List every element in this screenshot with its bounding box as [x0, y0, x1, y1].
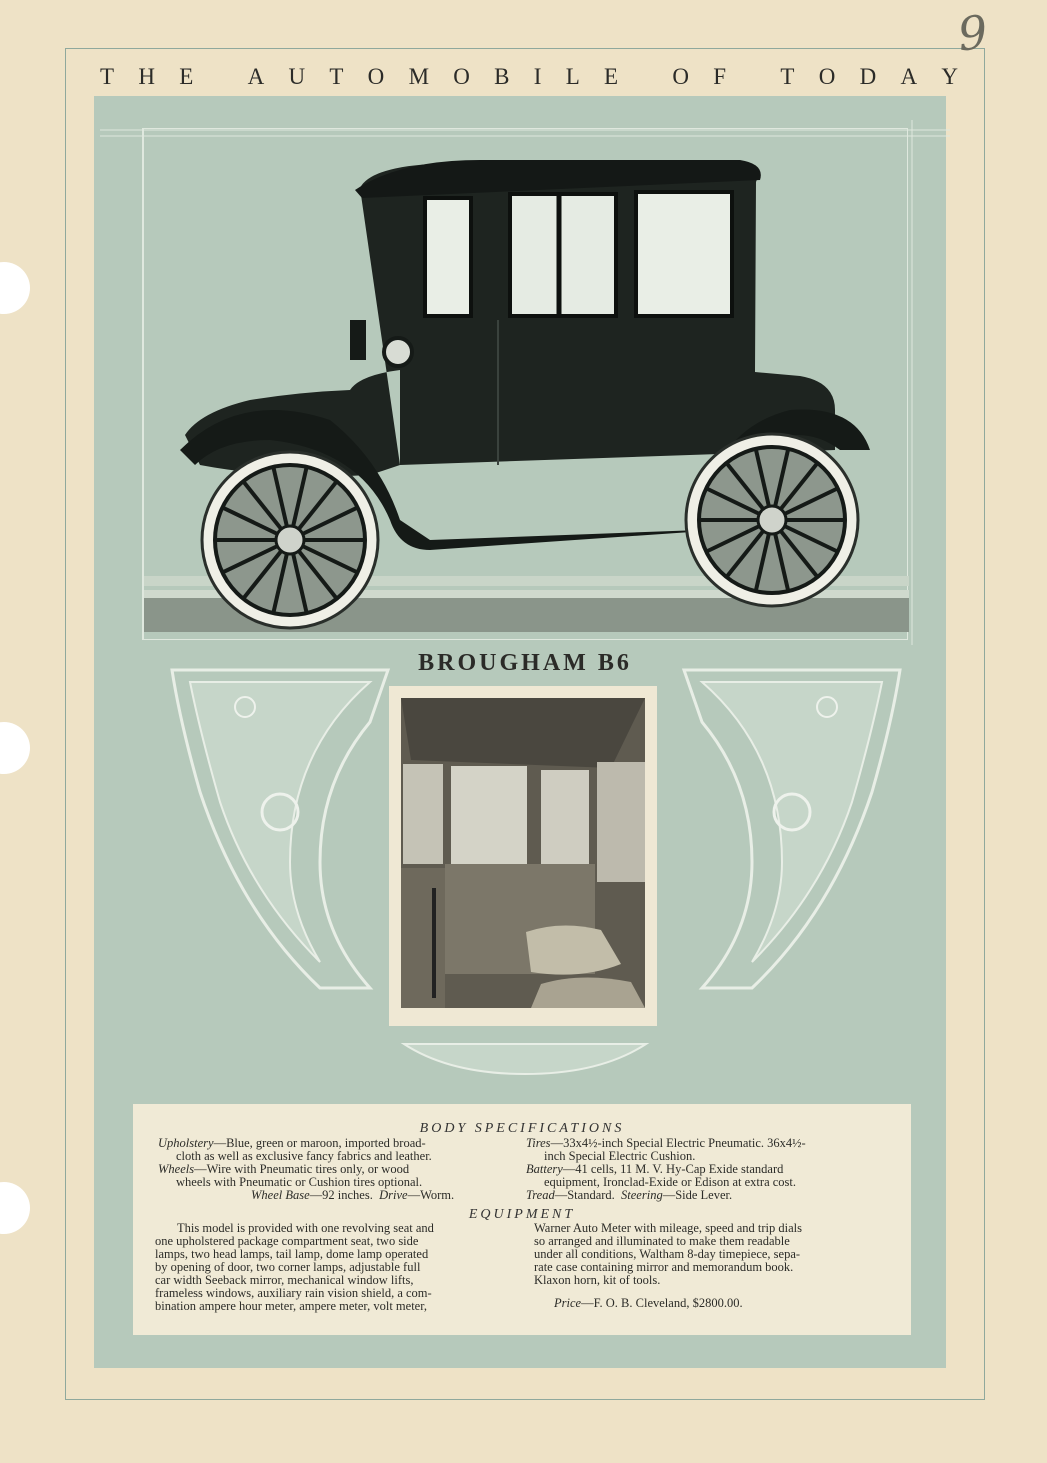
steering-value: —Side Lever.	[662, 1188, 733, 1202]
binder-hole-bottom	[0, 1182, 30, 1234]
model-title: BROUGHAM B6	[418, 650, 632, 676]
body-specs-right-column	[526, 1137, 896, 1202]
running-header	[100, 64, 958, 90]
running-header-letter: E	[179, 64, 194, 89]
equipment-right-column	[534, 1222, 894, 1310]
running-header-letter: D	[859, 64, 877, 89]
equipment-line: This model is provided with one revolving seat and	[177, 1221, 434, 1235]
bottom-ornament	[400, 1040, 650, 1076]
left-ornament	[170, 662, 392, 992]
car-window-3	[636, 192, 732, 316]
equipment-heading: EQUIPMENT	[468, 1207, 576, 1222]
binder-hole-top	[0, 262, 30, 314]
side-lamp	[350, 320, 366, 360]
running-header-letter: H	[138, 64, 155, 89]
wheels-text-1: —Wire with Pneumatic tires only, or wood	[194, 1162, 410, 1176]
rear-wheel	[686, 434, 858, 606]
upholstery-label: Upholstery	[158, 1136, 214, 1150]
tread-label: Tread	[526, 1188, 555, 1202]
running-header-letter: O	[672, 64, 690, 89]
running-header-letter: Y	[941, 64, 958, 89]
running-header-letter: O	[453, 64, 470, 89]
running-header-letter: O	[367, 64, 385, 89]
running-header-letter: A	[900, 64, 918, 89]
running-header-letter: E	[604, 64, 619, 89]
equipment-line: car width Seeback mirror, mechanical window lifts,	[155, 1273, 414, 1287]
wheel-base-label: Wheel Base	[251, 1188, 310, 1202]
price-label: Price	[554, 1296, 582, 1310]
running-header-letter: I	[533, 64, 542, 89]
upholstery-text-1: —Blue, green or maroon, imported broad-	[213, 1136, 426, 1150]
running-header-letter: L	[565, 64, 580, 89]
running-header-letter: U	[288, 64, 306, 89]
wheels-label: Wheels	[158, 1162, 195, 1176]
right-ornament	[680, 662, 902, 992]
wheel-base-value: —92 inches.	[309, 1188, 373, 1202]
page-number: 9	[955, 4, 991, 62]
running-header-letter: T	[780, 64, 795, 89]
equipment-line: lamps, two head lamps, tail lamp, dome lamp operated	[155, 1247, 429, 1261]
upholstery-text-2: cloth as well as exclusive fancy fabrics and leather.	[176, 1149, 432, 1163]
drive-label: Drive	[379, 1188, 408, 1202]
specifications-box	[133, 1104, 911, 1335]
battery-text-1: —41 cells, 11 M. V. Hy-Cap Exide standard	[562, 1162, 784, 1176]
equipment-line: so arranged and illuminated to make them readable	[534, 1234, 790, 1248]
wheels-text-2: wheels with Pneumatic or Cushion tires optional.	[176, 1175, 423, 1189]
price-line	[534, 1297, 894, 1310]
price-value: —F. O. B. Cleveland, $2800.00.	[581, 1296, 743, 1310]
running-header-letter: B	[494, 64, 510, 89]
equipment-line: bination ampere hour meter, ampere meter, volt meter,	[155, 1299, 427, 1313]
equipment-line: rate case containing mirror and memorandum book.	[534, 1260, 794, 1274]
body-specs-left-column	[158, 1137, 518, 1202]
running-header-space	[642, 64, 648, 90]
steering-label: Steering	[621, 1188, 663, 1202]
car-illustration	[100, 120, 950, 645]
tires-text-2: inch Special Electric Cushion.	[544, 1149, 696, 1163]
car-window-1	[425, 198, 471, 316]
equipment-line: by opening of door, two corner lamps, adjustable full	[155, 1260, 421, 1274]
body-specifications-heading: BODY SPECIFICATIONS	[419, 1121, 625, 1136]
drive-value: —Worm.	[407, 1188, 455, 1202]
running-header-letter: T	[329, 64, 344, 89]
front-wheel	[202, 452, 378, 628]
car-window-2	[510, 194, 616, 316]
running-header-letter: F	[713, 64, 727, 89]
binder-hole-middle	[0, 722, 30, 774]
equipment-line: under all conditions, Waltham 8-day timepiece, sepa-	[534, 1247, 801, 1261]
running-header-space	[218, 64, 224, 90]
tires-label: Tires	[526, 1136, 551, 1150]
tread-value: —Standard.	[554, 1188, 615, 1202]
running-header-letter: T	[100, 64, 115, 89]
running-header-letter: M	[408, 64, 430, 89]
equipment-line: Klaxon horn, kit of tools.	[534, 1273, 661, 1287]
battery-text-2: equipment, Ironclad-Exide or Edison at extra cost.	[544, 1175, 797, 1189]
car-lamp	[384, 338, 412, 366]
running-header-letter: O	[818, 64, 836, 89]
running-header-space	[750, 64, 756, 90]
equipment-left-column	[155, 1222, 515, 1313]
equipment-line: frameless windows, auxiliary rain vision shield, a com-	[155, 1286, 432, 1300]
equipment-line: Warner Auto Meter with mileage, speed and trip dials	[534, 1221, 803, 1235]
tires-text-1: —33x4½-inch Special Electric Pneumatic. 36x4½-	[550, 1136, 806, 1150]
interior-photo	[401, 698, 645, 1008]
running-header-letter: A	[247, 64, 265, 89]
battery-label: Battery	[526, 1162, 563, 1176]
equipment-line: one upholstered package compartment seat, two side	[155, 1234, 419, 1248]
